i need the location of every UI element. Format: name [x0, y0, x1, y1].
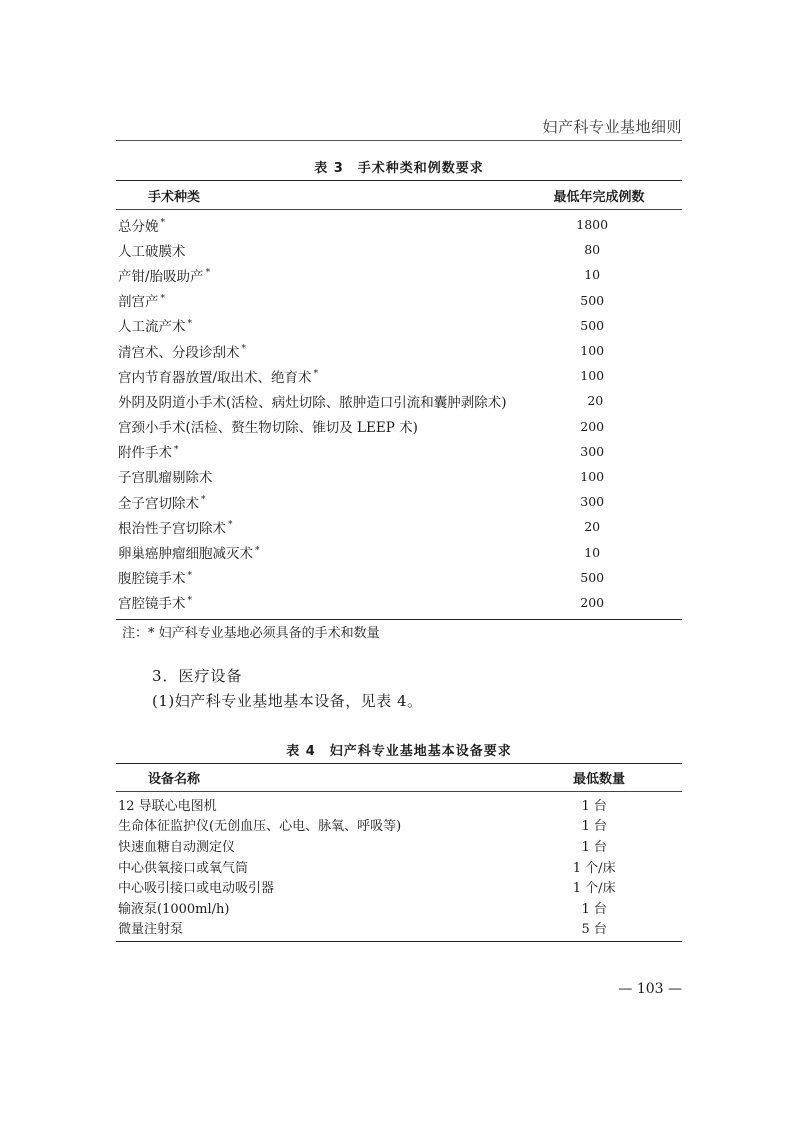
surgery-name: 附件手术 — [118, 445, 172, 462]
required-star: * — [160, 218, 165, 229]
section-paragraph: (1)妇产科专业基地基本设备，见表 4。 — [152, 692, 423, 710]
surgery-name: 产钳/胎吸助产 — [118, 268, 204, 285]
table3-footnote: 注：* 妇产科专业基地必须具备的手术和数量 — [122, 626, 380, 641]
required-star: * — [187, 570, 192, 581]
surgery-name: 人工流产术 — [118, 319, 186, 336]
page-number: — 103 — — [618, 981, 682, 997]
min-cases: 20 — [584, 519, 601, 535]
table-row — [116, 918, 682, 939]
surgery-name: 剖宫产 — [118, 294, 159, 311]
table-row — [116, 313, 682, 338]
equipment-name: 12 导联心电图机 — [118, 798, 217, 814]
required-star: * — [228, 520, 233, 531]
column-header-min-cases: 最低年完成例数 — [553, 189, 645, 205]
required-star: * — [174, 444, 179, 455]
running-header: 妇产科专业基地细则 — [542, 118, 682, 136]
surgery-name: 宫腔镜手术 — [118, 596, 186, 613]
min-cases: 200 — [580, 418, 605, 434]
table-row — [116, 835, 682, 856]
surgery-name: 人工破膜术 — [118, 243, 186, 260]
surgery-name: 腹腔镜手术 — [118, 571, 186, 588]
surgery-name: 全子宫切除术 — [118, 495, 199, 512]
min-cases: 200 — [580, 594, 605, 610]
min-quantity: 1 个/床 — [572, 860, 616, 876]
table-row — [116, 565, 682, 590]
min-quantity: 5 台 — [581, 922, 607, 938]
table-row — [116, 212, 682, 237]
min-cases: 100 — [580, 343, 605, 359]
required-star: * — [160, 293, 165, 304]
min-cases: 500 — [580, 569, 605, 585]
min-cases: 300 — [580, 494, 605, 510]
surgery-table-header — [116, 181, 682, 210]
min-cases: 1800 — [576, 217, 609, 233]
min-quantity: 1 台 — [581, 819, 607, 835]
table-row — [116, 388, 682, 413]
table-row — [116, 514, 682, 539]
table4-caption: 表 4 妇产科专业基地基本设备要求 — [286, 744, 512, 759]
min-cases: 20 — [587, 393, 604, 409]
table3-caption: 表 3 手术种类和例数要求 — [314, 161, 484, 176]
min-cases: 10 — [584, 267, 601, 283]
surgery-name: 外阴及阴道小手术(活检、病灶切除、脓肿造口引流和囊肿剥除术) — [118, 394, 507, 411]
column-header-surgery-type: 手术种类 — [148, 189, 201, 205]
table-row — [116, 414, 682, 439]
equipment-name: 输液泵(1000ml/h) — [118, 901, 230, 917]
table-row — [116, 897, 682, 918]
table-row — [116, 439, 682, 464]
required-star: * — [187, 595, 192, 606]
table-row — [116, 464, 682, 489]
surgery-name: 子宫肌瘤剔除术 — [118, 470, 213, 487]
min-cases: 500 — [580, 292, 605, 308]
min-cases: 500 — [580, 317, 605, 333]
surgery-name: 清宫术、分段诊刮术 — [118, 344, 240, 361]
surgery-name: 宫颈小手术(活检、赘生物切除、锥切及 LEEP 术) — [118, 420, 418, 437]
equipment-name: 中心供氧接口或氧气筒 — [118, 860, 249, 876]
table-row — [116, 288, 682, 313]
surgery-name: 总分娩 — [118, 218, 159, 235]
required-star: * — [201, 495, 206, 506]
column-header-min-quantity: 最低数量 — [572, 772, 625, 787]
required-star: * — [241, 344, 246, 355]
equipment-table-header — [116, 764, 682, 792]
table-row — [116, 338, 682, 363]
table-row — [116, 237, 682, 262]
surgery-name: 根治性子宫切除术 — [118, 520, 226, 537]
min-cases: 10 — [584, 544, 601, 560]
min-cases: 100 — [580, 468, 605, 484]
table-row — [116, 262, 682, 287]
surgery-name: 宫内节育器放置/取出术、绝育术 — [118, 369, 312, 386]
min-cases: 80 — [584, 242, 601, 258]
column-header-equipment-name: 设备名称 — [148, 772, 201, 787]
equipment-name: 生命体征监护仪(无创血压、心电、脉氧、呼吸等) — [118, 819, 402, 835]
table-row — [116, 856, 682, 877]
required-star: * — [255, 545, 260, 556]
min-quantity: 1 台 — [581, 901, 607, 917]
table-row — [116, 876, 682, 897]
required-star: * — [313, 369, 319, 380]
table-row — [116, 815, 682, 836]
header-rule — [116, 140, 682, 141]
surgery-table-body — [116, 210, 682, 619]
table-row — [116, 539, 682, 564]
min-quantity: 1 台 — [581, 798, 607, 814]
equipment-table-body — [116, 792, 682, 941]
required-star: * — [187, 318, 192, 329]
table-row — [116, 794, 682, 815]
equipment-name: 中心吸引接口或电动吸引器 — [118, 881, 275, 897]
equipment-table — [116, 763, 682, 942]
surgery-table — [116, 180, 682, 620]
min-quantity: 1 台 — [581, 839, 607, 855]
min-cases: 300 — [580, 443, 605, 459]
equipment-name: 快速血糖自动测定仪 — [118, 839, 236, 855]
required-star: * — [205, 268, 211, 279]
surgery-name: 卵巢癌肿瘤细胞减灭术 — [118, 546, 253, 563]
section-heading: 3．医疗设备 — [152, 667, 243, 685]
min-cases: 100 — [580, 368, 605, 384]
table-row — [116, 489, 682, 514]
table-row — [116, 590, 682, 615]
equipment-name: 微量注射泵 — [118, 922, 184, 938]
table-row — [116, 363, 682, 388]
min-quantity: 1 个/床 — [572, 881, 616, 897]
